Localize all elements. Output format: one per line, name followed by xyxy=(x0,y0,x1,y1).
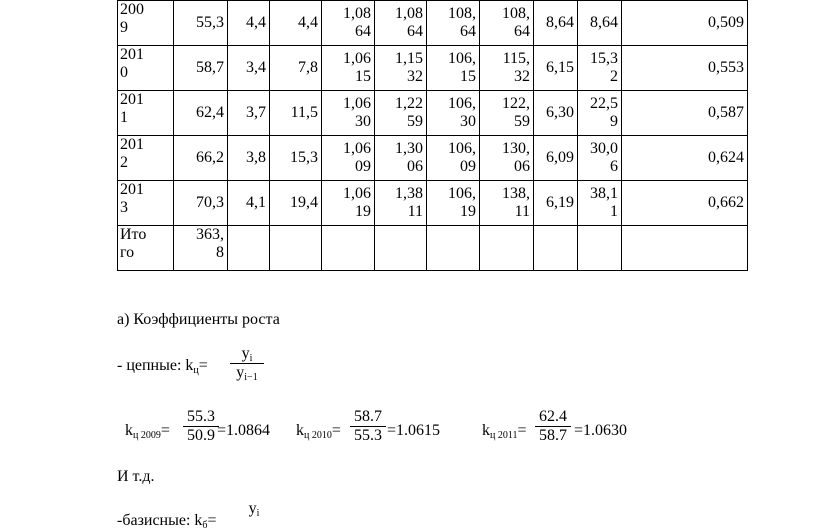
value-cell xyxy=(270,1,322,46)
cell-text: 4,4 xyxy=(298,14,318,31)
basic-num-sub: i xyxy=(256,508,260,519)
cell-text: 62,4 xyxy=(196,104,224,121)
table-row xyxy=(118,46,748,91)
cell-text: 0 xyxy=(120,64,128,81)
value-cell xyxy=(174,1,228,46)
cell-text: 0,624 xyxy=(708,149,744,166)
cell-text: 1 xyxy=(120,109,128,126)
cell-text: 1,30 xyxy=(395,140,423,157)
chain-prefix: - цепные: k xyxy=(117,357,194,374)
example-2009-fraction: 55.3 50.9 xyxy=(183,408,219,445)
cell-text: 59 xyxy=(407,113,423,130)
value-cell xyxy=(427,181,480,226)
value-cell xyxy=(622,226,748,271)
value-cell xyxy=(375,181,427,226)
example-2009: $k_{ц 2009}=$ xyxy=(125,422,170,441)
example-2010: $k_{ц 2010}=$ xyxy=(296,422,341,441)
chain-den: y xyxy=(236,364,245,381)
cell-text: 1,38 xyxy=(395,185,423,202)
cell-text: 1,15 xyxy=(395,50,423,67)
cell-text: 38,1 xyxy=(590,185,618,202)
value-cell xyxy=(480,181,534,226)
cell-text: 70,3 xyxy=(196,194,224,211)
value-cell xyxy=(375,136,427,181)
cell-text: 106, xyxy=(448,95,476,112)
value-cell xyxy=(427,226,480,271)
value-cell xyxy=(480,91,534,136)
cell-text: 06 xyxy=(514,158,530,175)
value-cell xyxy=(622,181,748,226)
value-cell xyxy=(270,136,322,181)
cell-text: 106, xyxy=(448,50,476,67)
basic-formula xyxy=(117,512,217,530)
value-cell xyxy=(322,226,375,271)
value-cell xyxy=(534,226,578,271)
cell-text: 30,0 xyxy=(590,140,618,157)
basic-equals: = xyxy=(207,512,217,529)
value-cell xyxy=(174,181,228,226)
value-cell xyxy=(174,91,228,136)
value-cell xyxy=(322,46,375,91)
value-cell xyxy=(534,181,578,226)
chain-num-sub: i xyxy=(249,353,253,364)
cell-text: 3,4 xyxy=(246,59,266,76)
cell-text: 8,64 xyxy=(546,14,574,31)
cell-text: 2 xyxy=(120,154,128,171)
value-cell xyxy=(534,91,578,136)
value-cell xyxy=(427,136,480,181)
cell-text: 363, xyxy=(196,226,224,243)
cell-text: 8,64 xyxy=(590,14,618,31)
cell-text: 0,509 xyxy=(708,14,744,31)
cell-text: 59 xyxy=(514,113,530,130)
cell-text: 9 xyxy=(120,19,128,36)
value-cell xyxy=(322,1,375,46)
value-cell xyxy=(174,136,228,181)
basic-sub: б xyxy=(202,520,208,531)
section-a-heading: а) Коэффициенты роста xyxy=(117,311,280,328)
cell-text: 6,09 xyxy=(546,149,574,166)
value-cell xyxy=(578,181,622,226)
cell-text: 15 xyxy=(355,68,371,85)
chain-formula xyxy=(117,357,208,375)
cell-text: 201 xyxy=(120,136,144,153)
table-row xyxy=(118,181,748,226)
cell-text: 122, xyxy=(502,95,530,112)
year-cell xyxy=(118,91,174,136)
year-cell xyxy=(118,181,174,226)
cell-text: 1,22 xyxy=(395,95,423,112)
value-cell xyxy=(322,136,375,181)
cell-text: 3,8 xyxy=(246,149,266,166)
cell-text: 201 xyxy=(120,181,144,198)
cell-text: 64 xyxy=(407,23,423,40)
cell-text: 8 xyxy=(216,244,224,261)
value-cell xyxy=(578,91,622,136)
cell-text: 4,1 xyxy=(246,194,266,211)
cell-text: Ито xyxy=(120,226,147,243)
example-2010-fraction: 58.7 55.3 xyxy=(350,408,386,445)
cell-text: 4,4 xyxy=(246,14,266,31)
cell-text: 201 xyxy=(120,46,144,63)
value-cell xyxy=(622,91,748,136)
value-cell xyxy=(228,181,270,226)
cell-text: 19 xyxy=(355,203,371,220)
cell-text: 64 xyxy=(460,23,476,40)
cell-text: 106, xyxy=(448,140,476,157)
table-row xyxy=(118,1,748,46)
growth-table xyxy=(117,0,748,271)
etc-text: И т.д. xyxy=(117,468,155,485)
value-cell xyxy=(427,91,480,136)
cell-text: 6,30 xyxy=(546,104,574,121)
value-cell xyxy=(578,136,622,181)
cell-text: 30 xyxy=(460,113,476,130)
value-cell xyxy=(480,136,534,181)
value-cell xyxy=(322,181,375,226)
cell-text: 58,7 xyxy=(196,59,224,76)
value-cell xyxy=(228,91,270,136)
cell-text: 1,06 xyxy=(343,95,371,112)
basic-fraction xyxy=(242,500,266,518)
value-cell xyxy=(427,1,480,46)
value-cell xyxy=(228,136,270,181)
cell-text: 1,06 xyxy=(343,50,371,67)
cell-text: 130, xyxy=(502,140,530,157)
cell-text: 15 xyxy=(460,68,476,85)
cell-text: 11 xyxy=(514,203,530,220)
value-cell xyxy=(270,91,322,136)
cell-text: 19 xyxy=(460,203,476,220)
example-2011: $k_{ц 2011}=$ xyxy=(482,422,527,441)
value-cell xyxy=(270,226,322,271)
chain-fraction xyxy=(230,345,264,382)
value-cell xyxy=(375,1,427,46)
cell-text: 1 xyxy=(610,203,618,220)
year-cell xyxy=(118,46,174,91)
cell-text: 106, xyxy=(448,185,476,202)
value-cell xyxy=(534,46,578,91)
table-row xyxy=(118,226,748,271)
cell-text: 1,08 xyxy=(395,5,423,22)
value-cell xyxy=(174,226,228,271)
cell-text: 6,15 xyxy=(546,59,574,76)
cell-text: 0,662 xyxy=(708,194,744,211)
value-cell xyxy=(228,226,270,271)
cell-text: 138, xyxy=(502,185,530,202)
value-cell xyxy=(578,1,622,46)
basic-num: y xyxy=(248,500,257,517)
cell-text: 55,3 xyxy=(196,14,224,31)
cell-text: го xyxy=(120,244,135,261)
chain-den-sub: i−1 xyxy=(244,372,258,383)
value-cell xyxy=(578,46,622,91)
cell-text: 32 xyxy=(407,68,423,85)
cell-text: 32 xyxy=(514,68,530,85)
cell-text: 1,08 xyxy=(343,5,371,22)
cell-text: 30 xyxy=(355,113,371,130)
value-cell xyxy=(578,226,622,271)
year-cell xyxy=(118,226,174,271)
value-cell xyxy=(375,46,427,91)
cell-text: 09 xyxy=(355,158,371,175)
cell-text: 6 xyxy=(610,158,618,175)
value-cell xyxy=(228,46,270,91)
year-cell xyxy=(118,1,174,46)
value-cell xyxy=(480,226,534,271)
example-2010-result: =1.0615 xyxy=(387,422,441,439)
value-cell xyxy=(322,91,375,136)
table-row xyxy=(118,91,748,136)
basic-prefix: -базисные: k xyxy=(117,512,203,529)
cell-text: 22,5 xyxy=(590,95,618,112)
cell-text: 15,3 xyxy=(590,50,618,67)
cell-text: 7,8 xyxy=(298,59,318,76)
cell-text: 64 xyxy=(355,23,371,40)
cell-text: 19,4 xyxy=(290,194,318,211)
cell-text: 2 xyxy=(610,68,618,85)
cell-text: 1,06 xyxy=(343,185,371,202)
value-cell xyxy=(534,136,578,181)
cell-text: 09 xyxy=(460,158,476,175)
cell-text: 9 xyxy=(610,113,618,130)
chain-num: y xyxy=(241,345,250,362)
value-cell xyxy=(622,1,748,46)
cell-text: 3 xyxy=(120,199,128,216)
value-cell xyxy=(622,136,748,181)
cell-text: 66,2 xyxy=(196,149,224,166)
chain-equals: = xyxy=(198,357,208,374)
value-cell xyxy=(480,46,534,91)
example-2011-result: =1.0630 xyxy=(574,422,628,439)
value-cell xyxy=(622,46,748,91)
value-cell xyxy=(270,181,322,226)
value-cell xyxy=(375,91,427,136)
example-2009-result: =1.0864 xyxy=(217,422,271,439)
value-cell xyxy=(534,1,578,46)
cell-text: 201 xyxy=(120,91,144,108)
value-cell xyxy=(174,46,228,91)
cell-text: 11,5 xyxy=(290,104,318,121)
cell-text: 1,06 xyxy=(343,140,371,157)
cell-text: 0,553 xyxy=(708,59,744,76)
value-cell xyxy=(375,226,427,271)
cell-text: 64 xyxy=(514,23,530,40)
value-cell xyxy=(427,46,480,91)
cell-text: 6,19 xyxy=(546,194,574,211)
cell-text: 06 xyxy=(407,158,423,175)
cell-text: 108, xyxy=(502,5,530,22)
year-cell xyxy=(118,136,174,181)
cell-text: 115, xyxy=(502,50,530,67)
cell-text: 0,587 xyxy=(708,104,744,121)
value-cell xyxy=(270,46,322,91)
chain-sub: ц xyxy=(193,365,199,376)
cell-text: 11 xyxy=(407,203,423,220)
cell-text: 3,7 xyxy=(246,104,266,121)
table-row xyxy=(118,136,748,181)
cell-text: 108, xyxy=(448,5,476,22)
cell-text: 200 xyxy=(120,1,144,18)
value-cell xyxy=(228,1,270,46)
example-2011-fraction: 62.4 58.7 xyxy=(535,408,571,445)
value-cell xyxy=(480,1,534,46)
cell-text: 15,3 xyxy=(290,149,318,166)
